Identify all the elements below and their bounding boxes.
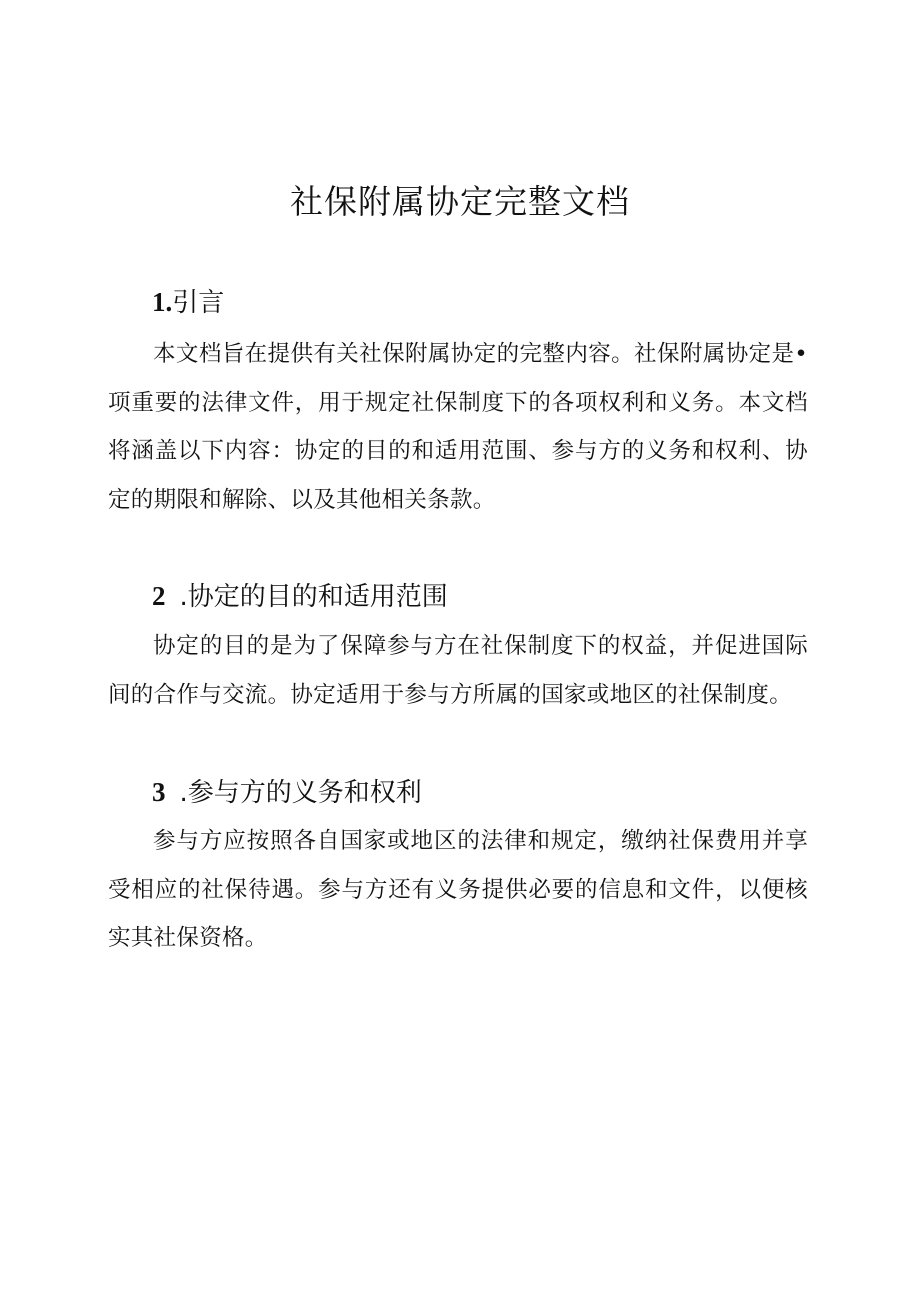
section-3-heading bbox=[152, 772, 422, 813]
document-title: 社保附属协定完整文档 bbox=[290, 182, 630, 221]
section-3-number: 3 bbox=[152, 777, 166, 807]
section-2-number: 2 bbox=[152, 581, 166, 611]
section-1-heading bbox=[152, 282, 224, 323]
section-2-body: 协定的目的是为了保障参与方在社保制度下的权益，并促进国际间的合作与交流。协定适用于参与方所属的国家或地区的社保制度。 bbox=[108, 633, 808, 708]
section-3-title: .参与方的义务和权利 bbox=[179, 778, 422, 808]
section-2-heading bbox=[152, 576, 448, 617]
section-2-title: .协定的目的和适用范围 bbox=[179, 582, 448, 612]
section-1-number: 1. bbox=[152, 287, 173, 317]
section-1-title: 引言 bbox=[172, 288, 225, 318]
section-1-body: 本文档旨在提供有关社保附属协定的完整内容。社保附属协定是•项重要的法律文件，用于规定社保制度下的各项权利和义务。本文档将涵盖以下内容：协定的目的和适用范围、参与方的义务和权利、协定的期限和解除、以及其他相关条款。 bbox=[108, 341, 808, 513]
section-3-body: 参与方应按照各自国家或地区的法律和规定，缴纳社保费用并享受相应的社保待遇。参与方还有义务提供必要的信息和文件，以便核实其社保资格。 bbox=[108, 828, 808, 951]
